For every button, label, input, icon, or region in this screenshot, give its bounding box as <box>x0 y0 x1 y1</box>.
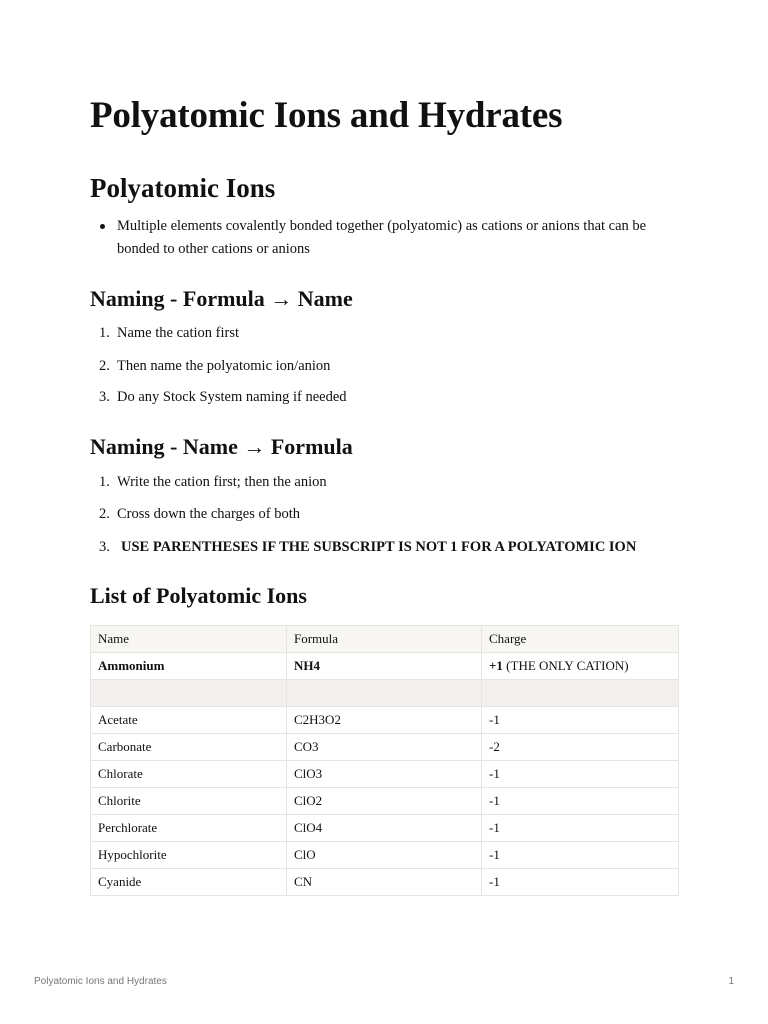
table-row <box>91 707 679 734</box>
cell-charge: -1 <box>482 707 679 734</box>
cell-charge: -1 <box>482 815 679 842</box>
list-item <box>90 356 330 376</box>
table-row <box>91 788 679 815</box>
column-header-formula: Formula <box>287 626 482 653</box>
polyatomic-ions-table <box>90 625 679 896</box>
table-row <box>91 734 679 761</box>
step-text-emphasis: USE PARENTHESES IF THE SUBSCRIPT IS NOT 1 FOR A POLYATOMIC ION <box>121 539 637 555</box>
step-number: 2. <box>99 506 110 522</box>
column-header-charge: Charge <box>482 626 679 653</box>
definition-bullet-list <box>90 215 678 261</box>
cell-formula: CO3 <box>287 734 482 761</box>
cell-charge: -1 <box>482 761 679 788</box>
column-header-name: Name <box>91 626 287 653</box>
page-title: Polyatomic Ions and Hydrates <box>90 95 563 136</box>
table-row <box>91 761 679 788</box>
cell-charge: -1 <box>482 788 679 815</box>
list-item <box>90 537 636 557</box>
list-item <box>90 504 300 524</box>
cell-charge: -2 <box>482 734 679 761</box>
cell-charge: -1 <box>482 869 679 896</box>
list-item <box>90 323 239 343</box>
cell-formula: ClO4 <box>287 815 482 842</box>
footer-document-title: Polyatomic Ions and Hydrates <box>34 976 167 987</box>
table-row <box>91 815 679 842</box>
subheading-name-to-formula: Naming - Name → Formula <box>90 434 353 459</box>
list-item <box>90 472 327 492</box>
cell-charge: -1 <box>482 842 679 869</box>
cell-empty <box>482 680 679 707</box>
step-text: Cross down the charges of both <box>117 506 300 522</box>
cell-formula: ClO2 <box>287 788 482 815</box>
cell-name: Carbonate <box>91 734 287 761</box>
step-text: Write the cation first; then the anion <box>117 474 327 490</box>
table-row-ammonium <box>91 653 679 680</box>
subheading-formula-to-name: Naming - Formula → Name <box>90 286 353 311</box>
footer-page-number: 1 <box>728 976 734 987</box>
table-row <box>91 842 679 869</box>
cell-name: Chlorite <box>91 788 287 815</box>
step-text: Then name the polyatomic ion/anion <box>117 358 331 374</box>
cell-name: Perchlorate <box>91 815 287 842</box>
table-row <box>91 869 679 896</box>
step-number: 2. <box>99 358 110 374</box>
cell-formula: C2H3O2 <box>287 707 482 734</box>
charge-note: (THE ONLY CATION) <box>502 658 629 673</box>
table-row-empty <box>91 680 679 707</box>
step-number: 3. <box>99 539 110 555</box>
cell-empty <box>91 680 287 707</box>
cell-charge <box>482 653 679 680</box>
subheading-list-of-ions: List of Polyatomic Ions <box>90 583 307 608</box>
step-number: 1. <box>99 474 110 490</box>
cell-formula: ClO3 <box>287 761 482 788</box>
section-heading-polyatomic-ions: Polyatomic Ions <box>90 173 276 203</box>
cell-formula: NH4 <box>287 653 482 680</box>
cell-name: Cyanide <box>91 869 287 896</box>
cell-name: Acetate <box>91 707 287 734</box>
cell-name: Ammonium <box>91 653 287 680</box>
cell-name: Chlorate <box>91 761 287 788</box>
bullet-text: Multiple elements covalently bonded together (polyatomic) as cations or anions that can be bonded to other cations or anions <box>117 218 647 257</box>
cell-name: Hypochlorite <box>91 842 287 869</box>
charge-value: +1 <box>489 658 503 673</box>
bullet-dot-icon <box>100 224 105 229</box>
cell-formula: ClO <box>287 842 482 869</box>
step-number: 1. <box>99 325 110 341</box>
table-header-row <box>91 626 679 653</box>
list-item <box>90 215 678 261</box>
step-text: Do any Stock System naming if needed <box>117 389 347 405</box>
step-text: Name the cation first <box>117 325 239 341</box>
cell-empty <box>287 680 482 707</box>
step-number: 3. <box>99 389 110 405</box>
list-item <box>90 387 347 407</box>
cell-formula: CN <box>287 869 482 896</box>
